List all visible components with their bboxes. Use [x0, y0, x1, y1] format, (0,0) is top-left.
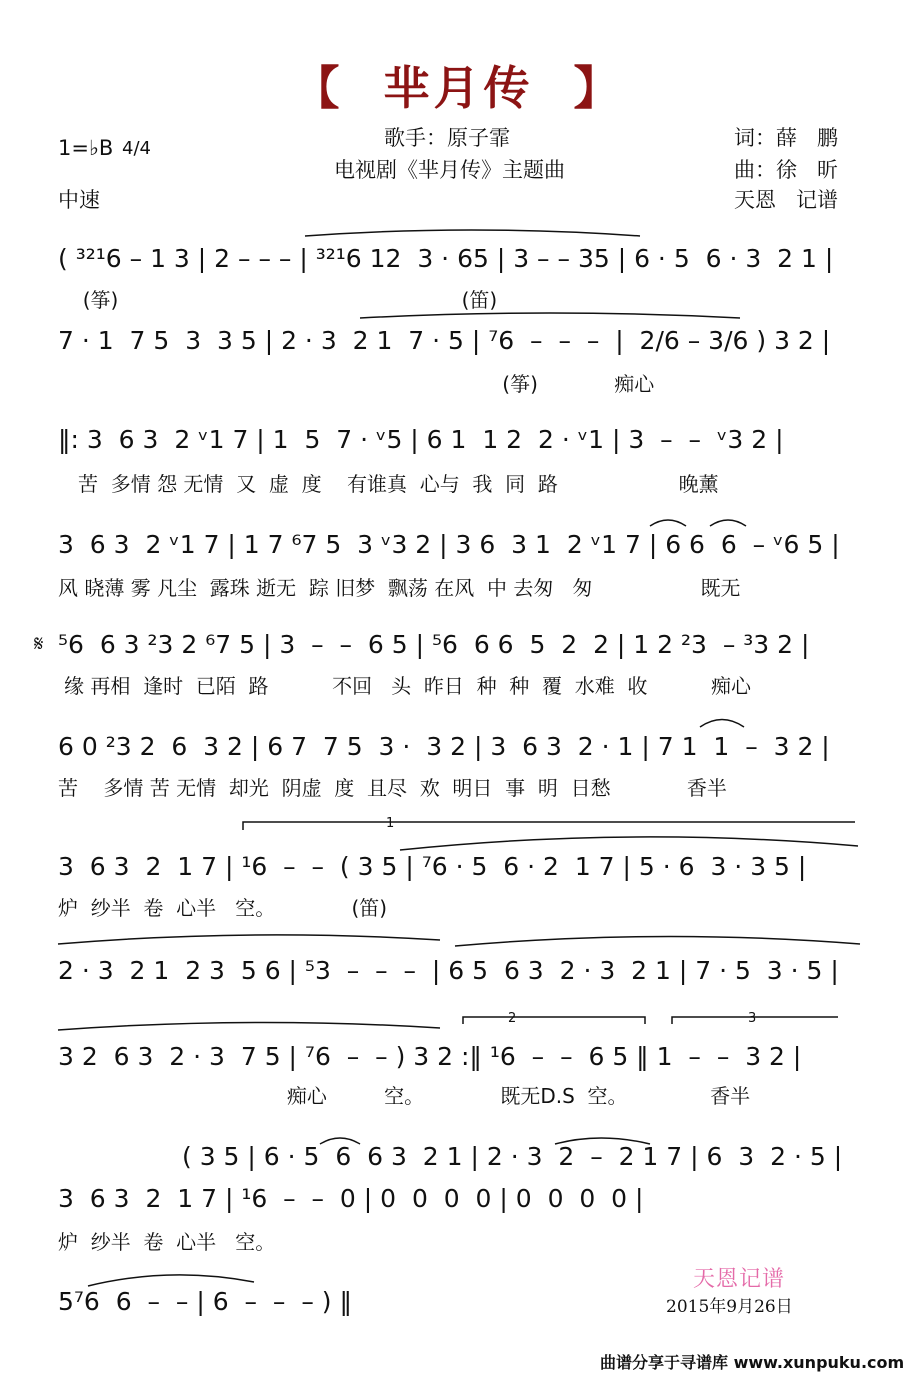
volta-bracket	[672, 1017, 838, 1024]
volta-bracket	[243, 822, 855, 830]
slur	[400, 837, 858, 850]
segno-icon: 𝄋	[34, 632, 44, 657]
score-line-notes: ( 3 5 | 6 · 5 6 6 3 2 1 | 2 · 3 2 – 2 1 7 | 6 3 2 · 5 |	[182, 1142, 843, 1171]
score-line-notes: 7 · 1 7 5 3 3 5 | 2 · 3 2 1 7 · 5 | ⁷6 – – – | 2/6 – 3/6 ) 3 2 |	[58, 326, 831, 355]
score-line-notes: ⁵6 6 3 ²3 2 ⁶7 5 | 3 – – 6 5 | ⁵6 6 6 5 2 2 | 1 2 ²3 – ³3 2 |	[58, 630, 810, 659]
tie	[710, 520, 746, 526]
score-line-notes: 5⁷6 6 – – | 6 – – – ) ‖	[58, 1287, 352, 1316]
score-line-notes: 3 2 6 3 2 · 3 7 5 | ⁷6 – – ) 3 2 :‖ ¹6 – – 6 5 ‖ 1 – – 3 2 |	[58, 1042, 802, 1071]
score-line-lyrics: 苦 多情 苦 无情 却光 阴虚 度 且尽 欢 明日 事 明 日愁 香半	[58, 776, 727, 800]
tie	[555, 1138, 650, 1144]
slur	[455, 936, 860, 946]
volta-2-label: 2	[508, 1011, 517, 1026]
key-signature: 1=♭B	[58, 136, 114, 160]
tempo-marking: 中速	[58, 188, 100, 212]
transcriber-credit: 天恩 记谱	[734, 188, 839, 212]
slur	[58, 935, 440, 944]
slur	[305, 230, 640, 236]
time-signature: 4/4	[122, 138, 151, 159]
score-line-lyrics: 痴心 空。 既无D.S 空。 香半	[58, 1084, 751, 1108]
slur	[360, 313, 740, 318]
score-line-lyrics: 风 晓薄 雾 凡尘 露珠 逝无 踪 旧梦 飘荡 在风 中 去匆 匆 既无	[58, 576, 741, 600]
score-line-lyrics: (筝) 痴心	[70, 372, 655, 396]
tie	[650, 520, 686, 526]
slur	[58, 1022, 440, 1030]
song-title: 【 芈月传 】	[293, 61, 624, 115]
singer-credit: 歌手：原子霏	[384, 126, 510, 150]
song-subtitle: 电视剧《芈月传》主题曲	[334, 158, 565, 182]
lyricist-credit: 词：薛 鹏	[734, 126, 839, 150]
slur	[88, 1275, 254, 1286]
score-line-notes: ( ³²¹6 – 1 3 | 2 – – – | ³²¹6 12 3 · 65 | 3 – – 35 | 6 · 5 6 · 3 2 1 |	[58, 244, 834, 273]
volta-bracket	[463, 1017, 645, 1024]
score-line-lyrics: 炉 纱半 卷 心半 空。	[58, 1230, 276, 1254]
score-line-lyrics: 缘 再相 逢时 已陌 路 不回 头 昨日 种 种 覆 水难 收 痴心	[64, 674, 752, 698]
transcription-date: 2015年9月26日	[666, 1297, 793, 1317]
transcriber-stamp: 天恩记谱	[693, 1267, 786, 1292]
tie	[320, 1138, 360, 1144]
score-line-notes: 3 6 3 2 1 7 | ¹6 – – ( 3 5 | ⁷6 · 5 6 · 2 1 7 | 5 · 6 3 · 3 5 |	[58, 852, 807, 881]
volta-1-label: 1	[386, 816, 395, 831]
score-line-lyrics: 炉 纱半 卷 心半 空。 (笛)	[58, 896, 388, 920]
volta-3-label: 3	[748, 1011, 757, 1026]
score-line-notes: 3 6 3 2 1 7 | ¹6 – – 0 | 0 0 0 0 | 0 0 0 0 |	[58, 1184, 644, 1213]
score-line-lyrics: (筝) (笛)	[70, 288, 498, 312]
score-line-notes: 3 6 3 2 ᵛ1 7 | 1 7 ⁶7 5 3 ᵛ3 2 | 3 6 3 1 2 ᵛ1 7 | 6 6 6 – ᵛ6 5 |	[58, 530, 840, 559]
composer-credit: 曲：徐 昕	[734, 158, 839, 182]
score-line-lyrics: 苦 多情 怨 无情 又 虚 度 有谁真 心与 我 同 路 晚薰	[78, 472, 719, 496]
footer-credit: 曲谱分享于寻谱库 www.xunpuku.com	[600, 1353, 905, 1372]
score-line-notes: 6 0 ²3 2 6 3 2 | 6 7 7 5 3 · 3 2 | 3 6 3 2 · 1 | 7 1 1 – 3 2 |	[58, 732, 830, 761]
score-line-notes: ‖: 3 6 3 2 ᵛ1 7 | 1 5 7 · ᵛ5 | 6 1 1 2 2 · ᵛ1 | 3 – – ᵛ3 2 |	[58, 425, 784, 454]
score-line-notes: 2 · 3 2 1 2 3 5 6 | ⁵3 – – – | 6 5 6 3 2 · 3 2 1 | 7 · 5 3 · 5 |	[58, 956, 839, 985]
tie	[700, 720, 744, 728]
